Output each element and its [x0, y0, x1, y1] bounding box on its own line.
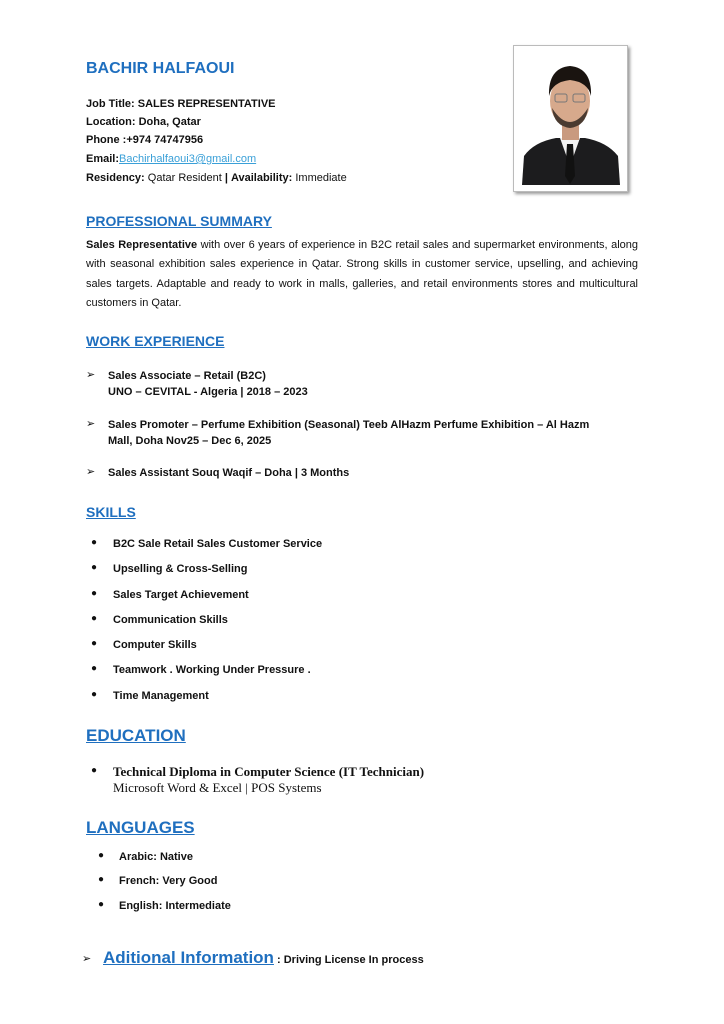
- additional-text: : Driving License In process: [273, 954, 424, 966]
- phone-label: Phone :: [86, 134, 127, 146]
- residency-label: Residency:: [86, 172, 145, 184]
- location: Doha, Qatar: [138, 116, 201, 128]
- phone: +974 74747956: [126, 134, 204, 146]
- availability: Immediate: [295, 172, 347, 184]
- skills-item: Time Management: [113, 690, 209, 702]
- arrow-bullet-icon: ➢: [86, 418, 96, 430]
- bullet-icon: ●: [98, 899, 105, 910]
- bullet-icon: ●: [91, 689, 98, 700]
- languages-heading: LANGUAGES: [86, 818, 195, 837]
- education-title: Technical Diploma in Computer Science (IT Technician): [113, 764, 425, 779]
- education-item: [113, 764, 424, 796]
- email-line: [86, 153, 256, 166]
- work-item: [108, 368, 308, 400]
- arrow-bullet-icon: ➢: [86, 369, 96, 381]
- candidate-name: BACHIR HALFAOUI: [86, 60, 235, 77]
- bullet-icon: ●: [91, 562, 98, 573]
- separator: |: [224, 172, 228, 184]
- job-title: SALES REPRESENTATIVE: [137, 98, 276, 110]
- bullet-icon: ●: [91, 537, 98, 548]
- skills-heading: SKILLS: [86, 504, 136, 520]
- arrow-bullet-icon: ➢: [86, 466, 96, 478]
- summary-lead: Sales Representative: [86, 239, 198, 251]
- bullet-icon: ●: [91, 765, 98, 776]
- summary-heading: PROFESSIONAL SUMMARY: [86, 213, 272, 229]
- bullet-icon: ●: [91, 663, 98, 674]
- bullet-icon: ●: [91, 613, 98, 624]
- residency-line: [86, 172, 347, 185]
- skills-item: Teamwork . Working Under Pressure .: [113, 664, 311, 676]
- languages-item: English: Intermediate: [119, 900, 231, 912]
- availability-label: Availability:: [230, 172, 293, 184]
- additional-heading: Aditional Information: [103, 948, 274, 967]
- bullet-icon: ●: [98, 874, 105, 885]
- skills-item: B2C Sale Retail Sales Customer Service: [113, 538, 323, 550]
- work-role: Sales Assistant Souq Waqif – Doha | 3 Months: [108, 467, 350, 479]
- bullet-icon: ●: [98, 850, 105, 861]
- email-link[interactable]: Bachirhalfaoui3@gmail.com: [119, 153, 257, 165]
- work-item: [108, 417, 589, 449]
- additional-line: [103, 948, 424, 968]
- phone-line: [86, 134, 203, 147]
- work-detail: UNO – CEVITAL - Algeria | 2018 – 2023: [108, 386, 308, 398]
- location-line: [86, 116, 201, 129]
- languages-item: French: Very Good: [119, 875, 218, 887]
- skills-item: Computer Skills: [113, 639, 197, 651]
- bullet-icon: ●: [91, 638, 98, 649]
- education-detail: Microsoft Word & Excel | POS Systems: [113, 780, 322, 795]
- arrow-bullet-icon: ➢: [82, 953, 92, 965]
- skills-item: Communication Skills: [113, 614, 228, 626]
- skills-item: Upselling & Cross-Selling: [113, 563, 248, 575]
- location-label: Location:: [86, 116, 136, 128]
- profile-photo: [513, 45, 628, 192]
- residency: Qatar Resident: [147, 172, 222, 184]
- job-title-line: [86, 98, 276, 111]
- job-title-label: Job Title:: [86, 98, 135, 110]
- work-role: Sales Associate – Retail (B2C): [108, 370, 266, 382]
- work-role: Sales Promoter – Perfume Exhibition (Seasonal) Teeb AlHazm Perfume Exhibition – Al Hazm: [108, 419, 590, 431]
- email-label: Email:: [86, 153, 120, 165]
- skills-item: Sales Target Achievement: [113, 589, 249, 601]
- bullet-icon: ●: [91, 588, 98, 599]
- work-detail: Mall, Doha Nov25 – Dec 6, 2025: [108, 435, 272, 447]
- work-heading: WORK EXPERIENCE: [86, 333, 225, 349]
- summary-text: [86, 236, 638, 313]
- languages-item: Arabic: Native: [119, 851, 193, 863]
- summary-body: with over 6 years of experience in B2C retail sales and supermarket environments, along with seasonal exhibition sales experience in Qatar. Strong skills in customer service, upselling, and achieving sales targets. Adaptable and ready to work in malls, galleries, and retail environments stores and multicultural customers in Qatar.: [86, 239, 638, 309]
- work-item: [108, 465, 349, 481]
- education-heading: EDUCATION: [86, 726, 186, 745]
